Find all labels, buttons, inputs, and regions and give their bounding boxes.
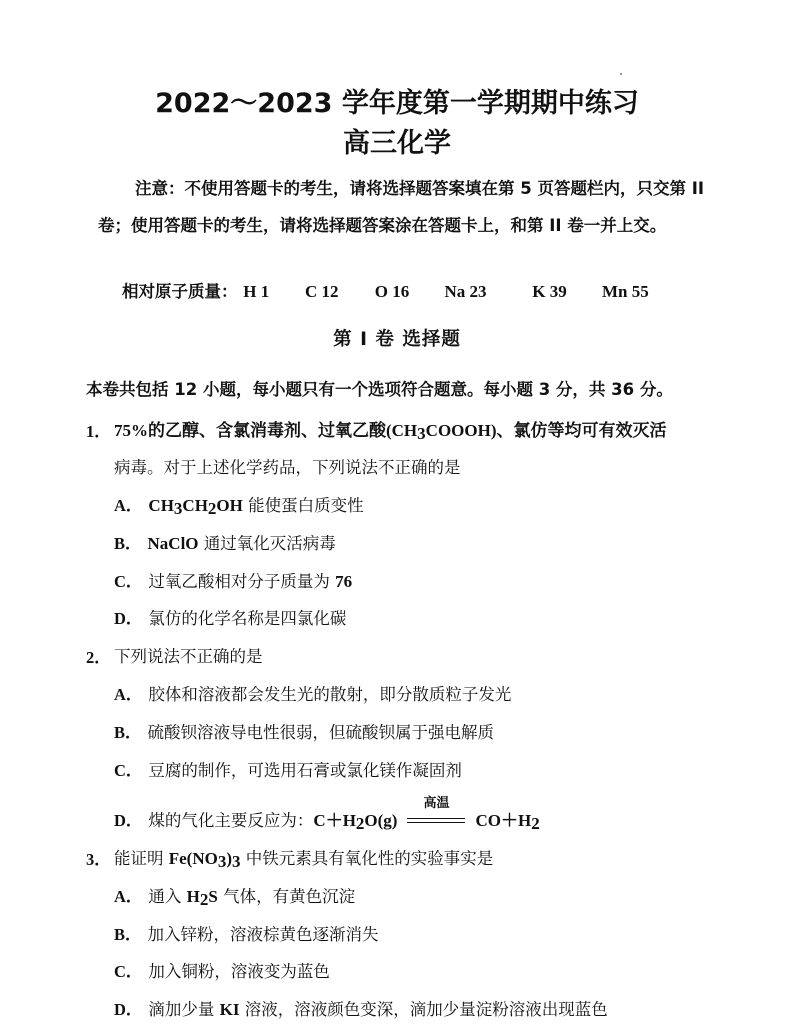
question-3-option-a: A． 通入 $H_2S$ 气体，有黄色沉淀 [114,887,356,909]
question-2-option-d: D． 煤的气化主要反应为：$C+H_2O(g)$ 高温 $CO+H_2$ [114,795,540,833]
atomic-masses-label: 相对原子质量： [122,282,238,301]
atomic-mass-c: C 12 [305,282,339,301]
reaction-condition-arrow [407,795,465,832]
atomic-mass-na: Na 23 [444,282,487,301]
question-1-option-a: A． $CH_3CH_2OH$ 能使蛋白质变性 [114,496,364,518]
question-2-stem: 下列说法不正确的是 [114,647,263,666]
question-3-option-b: B． 加入锌粉，溶液棕黄色逐渐消失 [114,925,379,944]
atomic-masses [122,278,649,306]
page-title: 2022～2023 学年度第一学期期中练习 [155,88,639,119]
question-1-number: 1． [86,422,111,441]
question-1-option-d: D． 氯仿的化学名称是四氯化碳 [114,609,347,628]
atomic-mass-h: H 1 [243,282,270,301]
question-3-option-c: C． 加入铜粉，溶液变为蓝色 [114,962,330,981]
reaction-condition-label: 高温 [423,795,450,811]
stray-dot [620,73,622,75]
section-instructions: 本卷共包括 12 小题，每小题只有一个选项符合题意。每小题 3 分，共 36 分。 [86,380,673,399]
question-2-option-a: A． 胶体和溶液都会发生光的散射，即分散质粒子发光 [114,685,512,704]
question-3-stem: 能证明 $Fe(NO_3)_3$ 中铁元素具有氧化性的实验事实是 [114,849,494,871]
question-1-stem: 75%的乙醇、含氯消毒剂、过氧乙酸$(CH_3COOOH)$、氯仿等均可有效灭活 [114,421,667,443]
exam-notice: 注意：不使用答题卡的考生，请将选择题答案填在第 5 页答题栏内，只交第 II 卷；使用答题卡的考生，请将选择题答案涂在答题卡上，和第 II 卷一并上交。 [98,179,704,235]
question-1-stem-line2: 病毒。对于上述化学药品，下列说法不正确的是 [114,458,461,477]
question-2-option-c: C． 豆腐的制作，可选用石膏或氯化镁作凝固剂 [114,761,462,780]
question-2-option-b: B． 硫酸钡溶液导电性很弱，但硫酸钡属于强电解质 [114,723,495,742]
question-3-number: 3． [86,850,111,869]
question-3-option-d: D． 滴加少量 KI 溶液，溶液颜色变深，滴加少量淀粉溶液出现蓝色 [114,1000,608,1019]
question-1-option-c: C． 过氧乙酸相对分子质量为 76 [114,572,353,591]
atomic-mass-k: K 39 [532,282,567,301]
atomic-mass-mn: Mn 55 [602,282,649,301]
section-title: 第 I 卷 选择题 [333,329,461,350]
question-1-option-b: B． NaClO 通过氧化灭活病毒 [114,534,336,553]
question-2-number: 2． [86,648,111,667]
atomic-mass-o: O 16 [374,282,410,301]
page-subtitle: 高三化学 [343,128,451,159]
